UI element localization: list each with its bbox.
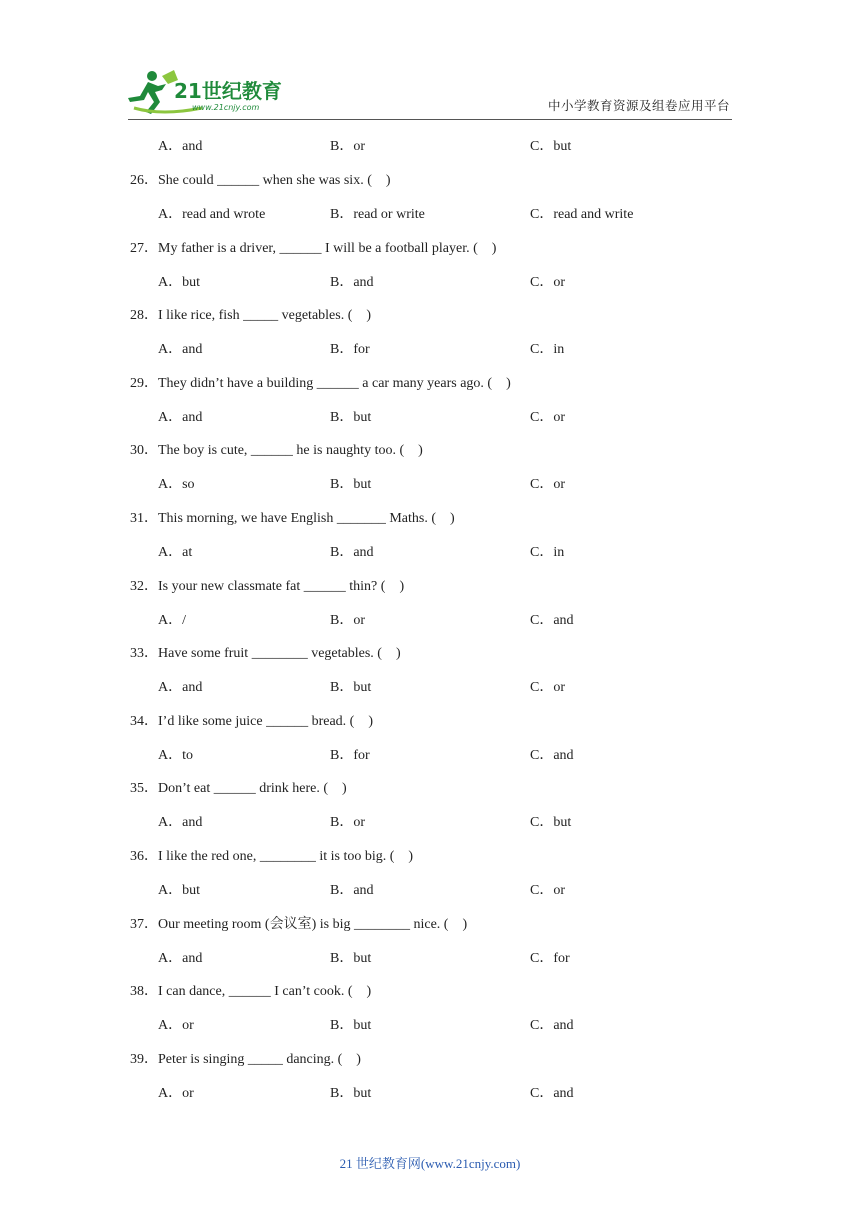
question-stem [0, 1050, 860, 1070]
option-c: C．or [530, 275, 565, 290]
question-text: 28．I like rice, fish _____ vegetables. ( ) [130, 308, 372, 323]
question-stem [0, 374, 860, 394]
question-stem [0, 847, 860, 867]
option-a: A．and [158, 342, 203, 357]
options-row [0, 881, 860, 901]
option-a: A．and [158, 410, 203, 425]
option-c: C．or [530, 410, 565, 425]
option-c: C．and [530, 1018, 574, 1033]
header-divider [128, 119, 732, 120]
option-c: C．or [530, 477, 565, 492]
question-text: 37．Our meeting room (会议室) is big ________ nice. ( ) [130, 917, 468, 932]
option-c: C．in [530, 342, 565, 357]
options-row [0, 205, 860, 225]
options-row [0, 1016, 860, 1036]
question-stem [0, 779, 860, 799]
option-c: C．read and write [530, 207, 634, 222]
question-stem [0, 982, 860, 1002]
option-a: A．or [158, 1086, 194, 1101]
option-b: B．read or write [330, 207, 425, 222]
logo-url: www.21cnjy.com [192, 103, 260, 112]
page-header [0, 0, 860, 120]
option-a: A．and [158, 680, 203, 695]
option-c: C．or [530, 680, 565, 695]
question-stem [0, 644, 860, 664]
option-a: A．and [158, 951, 203, 966]
options-row [0, 475, 860, 495]
option-a: A．and [158, 139, 203, 154]
question-text: 32．Is your new classmate fat ______ thin? ( ) [130, 579, 405, 594]
option-a: A．and [158, 815, 203, 830]
header-platform-text: 中小学教育资源及组卷应用平台 [547, 98, 730, 113]
question-text: 26．She could ______ when she was six. ( ) [130, 173, 391, 188]
option-c: C．and [530, 748, 574, 763]
question-stem [0, 171, 860, 191]
question-text: 34．I’d like some juice ______ bread. ( ) [130, 714, 373, 729]
option-b: B．but [330, 1086, 372, 1101]
options-row [0, 408, 860, 428]
options-row [0, 813, 860, 833]
question-text: 31．This morning, we have English _______ Maths. ( ) [130, 511, 455, 526]
question-stem [0, 239, 860, 259]
options-row [0, 611, 860, 631]
options-row [0, 678, 860, 698]
option-a: A．at [158, 545, 193, 560]
question-stem [0, 712, 860, 732]
option-b: B．or [330, 139, 365, 154]
option-c: C．in [530, 545, 565, 560]
option-b: B．but [330, 410, 372, 425]
option-b: B．but [330, 477, 372, 492]
question-text: 35．Don’t eat ______ drink here. ( ) [130, 781, 347, 796]
option-c: C．but [530, 139, 572, 154]
question-text: 27．My father is a driver, ______ I will be a football player. ( ) [130, 241, 497, 256]
logo-text: 21世纪教育 [174, 79, 282, 103]
option-b: B．for [330, 342, 370, 357]
option-c: C．but [530, 815, 572, 830]
question-text: 30．The boy is cute, ______ he is naughty too. ( ) [130, 443, 423, 458]
option-a: A．read and wrote [158, 207, 266, 222]
option-c: C．for [530, 951, 570, 966]
question-text: 36．I like the red one, ________ it is too big. ( ) [130, 849, 414, 864]
question-stem [0, 509, 860, 529]
options-row [0, 746, 860, 766]
option-b: B．for [330, 748, 370, 763]
options-row [0, 1084, 860, 1104]
question-stem [0, 306, 860, 326]
option-b: B．but [330, 1018, 372, 1033]
option-a: A．but [158, 275, 200, 290]
option-a: A．to [158, 748, 193, 763]
question-stem [0, 915, 860, 935]
option-b: B．or [330, 613, 365, 628]
option-a: A．/ [158, 613, 186, 628]
option-b: B．but [330, 680, 372, 695]
logo-runner-icon [122, 68, 292, 116]
options-row [0, 273, 860, 293]
option-b: B．and [330, 275, 374, 290]
option-c: C．and [530, 1086, 574, 1101]
top-options-row [0, 137, 860, 157]
option-a: A．or [158, 1018, 194, 1033]
option-b: B．and [330, 545, 374, 560]
question-text: 38．I can dance, ______ I can’t cook. ( ) [130, 984, 372, 999]
options-row [0, 340, 860, 360]
question-text: 39．Peter is singing _____ dancing. ( ) [130, 1052, 361, 1067]
question-stem [0, 441, 860, 461]
option-a: A．but [158, 883, 200, 898]
question-stem [0, 577, 860, 597]
options-row [0, 543, 860, 563]
option-a: A．so [158, 477, 195, 492]
option-b: B．or [330, 815, 365, 830]
option-b: B．but [330, 951, 372, 966]
options-row [0, 949, 860, 969]
option-b: B．and [330, 883, 374, 898]
question-text: 33．Have some fruit ________ vegetables. ( ) [130, 646, 401, 661]
option-c: C．and [530, 613, 574, 628]
page-footer: 21 世纪教育网(www.21cnjy.com) [339, 1156, 521, 1171]
option-c: C．or [530, 883, 565, 898]
question-text: 29．They didn’t have a building ______ a car many years ago. ( ) [130, 376, 511, 391]
